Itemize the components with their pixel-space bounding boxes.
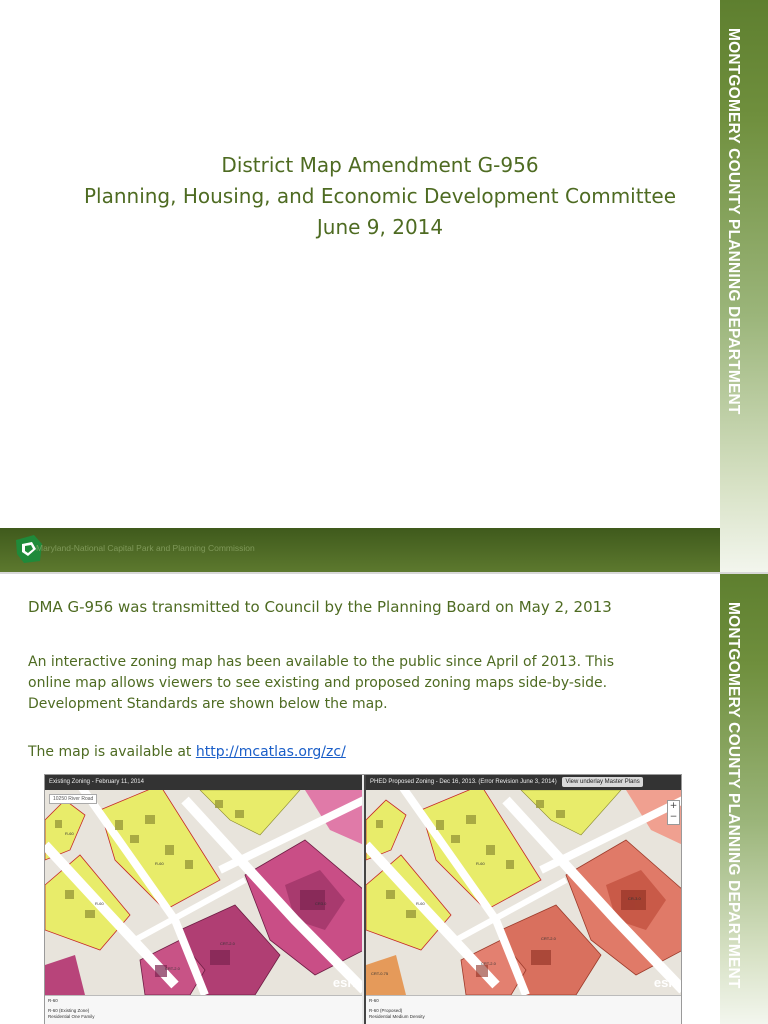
side-banner-text: MONTGOMERY COUNTY PLANNING DEPARTMENT [725,602,742,989]
svg-text:CRT-2.0: CRT-2.0 [481,961,496,966]
svg-text:R-60: R-60 [416,901,425,906]
svg-text:CRT-2.0: CRT-2.0 [165,966,180,971]
legend-line: Residential One Family [48,1014,95,1019]
paragraph-line: online map allows viewers to see existing and proposed zoning maps side-by-side. [28,675,608,691]
link-prefix: The map is available at [28,744,196,760]
legend-line: R-60 (Proposed) [369,1008,403,1013]
proposed-map-legend [366,995,682,1024]
map-link[interactable]: http://mcatlas.org/zc/ [195,744,346,760]
description-paragraph [28,652,708,715]
svg-text:R-60: R-60 [155,861,164,866]
zoom-in-button[interactable]: + [669,801,678,811]
side-banner-text: MONTGOMERY COUNTY PLANNING DEPARTMENT [725,28,742,415]
existing-zoning-map[interactable] [45,775,362,1024]
existing-map-header: Existing Zoning - February 11, 2014 [45,775,362,790]
side-banner [720,0,768,574]
zoning-map-screenshot [44,774,682,1024]
zoom-out-button[interactable]: − [669,812,678,822]
svg-text:R-60: R-60 [476,861,485,866]
existing-map-legend [45,995,362,1024]
esri-watermark: esri [332,975,356,990]
legend-title: R-60 [369,998,379,1003]
content-slide [0,574,768,1024]
paragraph-line: An interactive zoning map has been available to the public since April of 2013. This [28,654,615,670]
proposed-map-title: PHED Proposed Zoning - Dec 16, 2013. (Error Revision June 3, 2014) [370,779,557,785]
legend-line: Residential Medium Density [369,1014,425,1019]
proposed-zoning-map[interactable] [364,775,682,1024]
view-master-plans-button[interactable]: View underlay Master Plans [562,777,642,787]
legend-line: R-60 (Existing Zone) [48,1008,90,1013]
svg-text:R-60: R-60 [95,901,104,906]
title-line-2: Planning, Housing, and Economic Development Committee [83,184,677,208]
zoom-control [667,800,680,825]
svg-text:R-60: R-60 [65,831,74,836]
paragraph-line: Development Standards are shown below the map. [28,696,388,712]
legend-title: R-60 [48,998,58,1003]
title-line-1: District Map Amendment G-956 [221,153,539,177]
slide-heading: DMA G-956 was transmitted to Council by the Planning Board on May 2, 2013 [28,598,612,616]
svg-text:CRT-0.75: CRT-0.75 [371,971,389,976]
svg-text:CRT-2.0: CRT-2.0 [220,941,235,946]
slide-title [0,150,760,243]
proposed-zoning-map-graphic [366,790,682,995]
proposed-map-header [366,775,682,790]
footer-text: Maryland-National Capital Park and Planning Commission [36,543,255,553]
address-search-box[interactable]: 10250 River Road [49,794,97,804]
map-link-line [28,744,346,760]
svg-text:CRT-2.0: CRT-2.0 [541,936,556,941]
side-banner [720,574,768,1024]
existing-zoning-map-graphic [45,790,362,995]
title-line-3: June 9, 2014 [316,215,444,239]
svg-text:CR-3.0: CR-3.0 [628,896,641,901]
svg-text:CR3.0: CR3.0 [315,901,327,906]
slide-footer [0,528,720,574]
esri-watermark: esri [653,975,677,990]
